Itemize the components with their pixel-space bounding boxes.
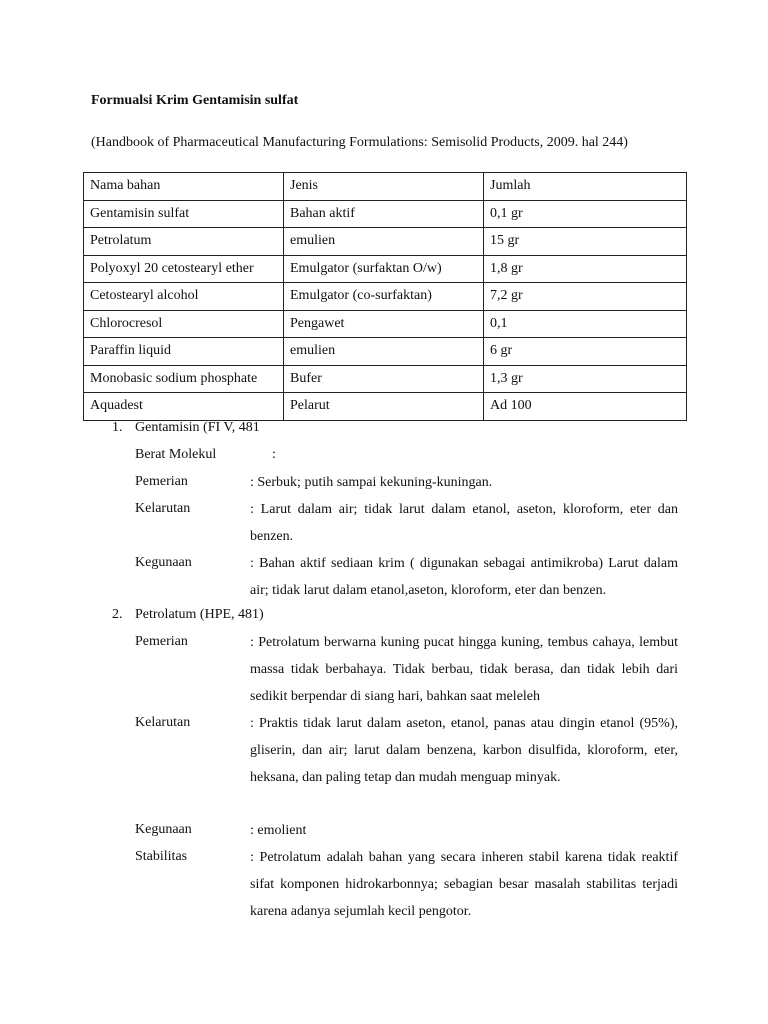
cell-jenis: emulien — [284, 228, 484, 256]
cell-nama-bahan: Aquadest — [84, 393, 284, 421]
header-jenis: Jenis — [284, 173, 484, 201]
kegunaan-label: Kegunaan — [135, 555, 192, 570]
item-title: Petrolatum (HPE, 481) — [135, 607, 264, 622]
pemerian-label: Pemerian — [135, 474, 188, 489]
table-row — [84, 338, 687, 366]
cell-nama-bahan: Petrolatum — [84, 228, 284, 256]
cell-nama-bahan: Chlorocresol — [84, 310, 284, 338]
cell-nama-bahan: Gentamisin sulfat — [84, 200, 284, 228]
pemerian-label: Pemerian — [135, 634, 188, 649]
table-header-row — [84, 173, 687, 201]
kegunaan-value: : emolient — [250, 823, 307, 838]
cell-jenis: Bufer — [284, 365, 484, 393]
cell-jenis: Pelarut — [284, 393, 484, 421]
reference-citation: (Handbook of Pharmaceutical Manufacturing Formulations: Semisolid Products, 2009. hal 244) — [91, 135, 628, 150]
item-title: Gentamisin (FI V, 481 — [135, 420, 260, 435]
table-row — [84, 200, 687, 228]
cell-jenis: Emulgator (co-surfaktan) — [284, 283, 484, 311]
cell-jumlah: 1,3 gr — [484, 365, 687, 393]
cell-jumlah: 0,1 — [484, 310, 687, 338]
cell-jumlah: 6 gr — [484, 338, 687, 366]
kelarutan-value: : Larut dalam air; tidak larut dalam etanol, aseton, kloroform, eter dan benzen. — [250, 502, 678, 544]
header-nama-bahan: Nama bahan — [84, 173, 284, 201]
cell-jumlah: Ad 100 — [484, 393, 687, 421]
cell-nama-bahan: Polyoxyl 20 cetostearyl ether — [84, 255, 284, 283]
table-row — [84, 310, 687, 338]
cell-jenis: Emulgator (surfaktan O/w) — [284, 255, 484, 283]
berat-molekul-label: Berat Molekul — [135, 447, 217, 462]
cell-jumlah: 1,8 gr — [484, 255, 687, 283]
table-row — [84, 255, 687, 283]
cell-nama-bahan: Paraffin liquid — [84, 338, 284, 366]
kelarutan-value: : Praktis tidak larut dalam aseton, etanol, panas atau dingin etanol (95%), gliserin, dan air; larut dalam benzena, karbon disulfida, kloroform, eter, heksana, dan paling tetap dan mudah menguap minyak. — [250, 716, 678, 785]
cell-jumlah: 7,2 gr — [484, 283, 687, 311]
berat-molekul-value: : — [272, 447, 276, 462]
pemerian-value: : Serbuk; putih sampai kekuning-kuningan. — [250, 475, 493, 490]
cell-jumlah: 15 gr — [484, 228, 687, 256]
cell-nama-bahan: Monobasic sodium phosphate — [84, 365, 284, 393]
kegunaan-label: Kegunaan — [135, 822, 192, 837]
table-row — [84, 365, 687, 393]
cell-jenis: emulien — [284, 338, 484, 366]
formulation-table — [83, 172, 687, 421]
header-jumlah: Jumlah — [484, 173, 687, 201]
cell-nama-bahan: Cetostearyl alcohol — [84, 283, 284, 311]
kelarutan-label: Kelarutan — [135, 715, 191, 730]
pemerian-value: : Petrolatum berwarna kuning pucat hingga kuning, tembus cahaya, lembut massa tidak berbahaya. Tidak berbau, tidak berasa, dan tidak lebih dari sedikit berpendar di siang hari, bahkan saat meleleh — [250, 635, 678, 704]
stabilitas-value: : Petrolatum adalah bahan yang secara inheren stabil karena tidak reaktif sifat komponen hidrokarbonnya; sebagian besar masalah stabilitas terjadi karena adanya sejumlah kecil pengotor. — [250, 850, 678, 919]
document-title: Formualsi Krim Gentamisin sulfat — [91, 93, 299, 108]
table-row — [84, 228, 687, 256]
cell-jenis: Bahan aktif — [284, 200, 484, 228]
item-number: 1. — [112, 420, 123, 435]
table-row — [84, 393, 687, 421]
stabilitas-label: Stabilitas — [135, 849, 188, 864]
kegunaan-value: : Bahan aktif sediaan krim ( digunakan sebagai antimikroba) Larut dalam air; tidak larut dalam etanol,aseton, kloroform, eter dan benzen. — [250, 556, 678, 598]
cell-jumlah: 0,1 gr — [484, 200, 687, 228]
item-number: 2. — [112, 607, 123, 622]
kelarutan-label: Kelarutan — [135, 501, 191, 516]
cell-jenis: Pengawet — [284, 310, 484, 338]
table-row — [84, 283, 687, 311]
